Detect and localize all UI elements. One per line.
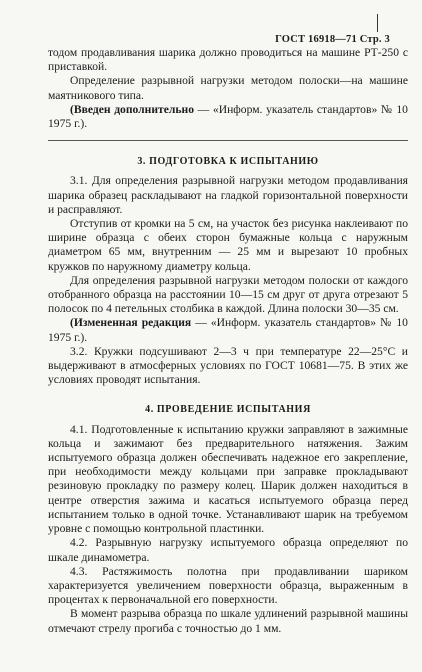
tensile-method-paragraph: Определение разрывной нагрузки методом полоски—на машине маятникового типа. (48, 74, 408, 102)
section-3-paragraph-3: Для определения разрывной нагрузки методом полоски от каждого отобранного образца на расстоянии 10—15 см друг от друга отрезают 5 полосок по 4 петельных столбика в каждой. Длина полоски 30—35 см. (48, 273, 408, 316)
section-3-paragraph-1: 3.1. Для определения разрывной нагрузки методом продавливания шарика образец раскладывают на гладкой горизонтальной поверхности и расправляют. (48, 174, 408, 216)
document-body (48, 46, 408, 636)
section-3-title: 3. ПОДГОТОВКА К ИСПЫТАНИЮ (137, 156, 319, 168)
amendment-note-intro (48, 103, 408, 131)
section-4-paragraph-1: 4.1. Подготовленные к испытанию кружки заправляют в зажимные кольца и зажимают без предварительного натяжения. Зажим испытуемого образца должен обеспечивать надежное его закрепление, при необходимости между кольцами при заправке прокладывают резиновую прокладку по размеру колец. Шарик должен находиться в центре отверстия зажима и касаться испытуемого образца перед испытанием только в одной точке. Устанавливают шарик на требуемом уровне с помощью контрольной пластинки. (48, 422, 408, 536)
amendment-note-text: — «Информ. указатель стандартов» № 10 1975 г.). (48, 102, 408, 131)
section-4-title: 4. ПРОВЕДЕНИЕ ИСПЫТАНИЯ (145, 404, 311, 416)
amendment-note-bold: (Введен дополнительно (70, 102, 194, 116)
page-header: ГОСТ 16918—71 Стр. 3 (275, 34, 390, 45)
section-3-amendment-bold: (Измененная редакция (70, 316, 192, 330)
section-3-paragraph-5: 3.2. Кружки подсушивают 2—3 ч при температуре 22—25°С и выдерживают в атмосферных условиях по ГОСТ 10681—75. В этих же условиях проводят испытания. (48, 344, 408, 387)
margin-mark (377, 14, 378, 32)
section-4-paragraph-4: 4.3. Растяжимость полотна при продавливании шариком характеризуется увеличением поверхности образца, выраженным в процентах к первоначальной его поверхности. (48, 564, 408, 607)
section-4-paragraph-5: В момент разрыва образца по шкале удлинений разрывной машины отмечают стрелу прогиба с точностью до 1 мм. (48, 607, 408, 635)
section-3-amendment-note (48, 316, 408, 344)
section-3-paragraph-2: Отступив от кромки на 5 см, на участок без рисунка наклеивают по ширине образца с обеих сторон бумажные кольца с наружным диаметром 65 мм, внутренним — 25 мм и вырезают 10 пробных кружков по наружному диаметру кольца. (48, 217, 408, 273)
section-4-paragraph-3: 4.2. Разрывную нагрузку испытуемого образца определяют по шкале динамометра. (48, 536, 408, 564)
intro-paragraph: тодом продавливания шарика должно проводиться на машине РТ-250 с приставкой. (48, 46, 408, 74)
section-3-amendment-text: — «Информ. указатель стандартов» № 10 1975 г.). (48, 316, 408, 344)
section-divider (48, 140, 408, 141)
